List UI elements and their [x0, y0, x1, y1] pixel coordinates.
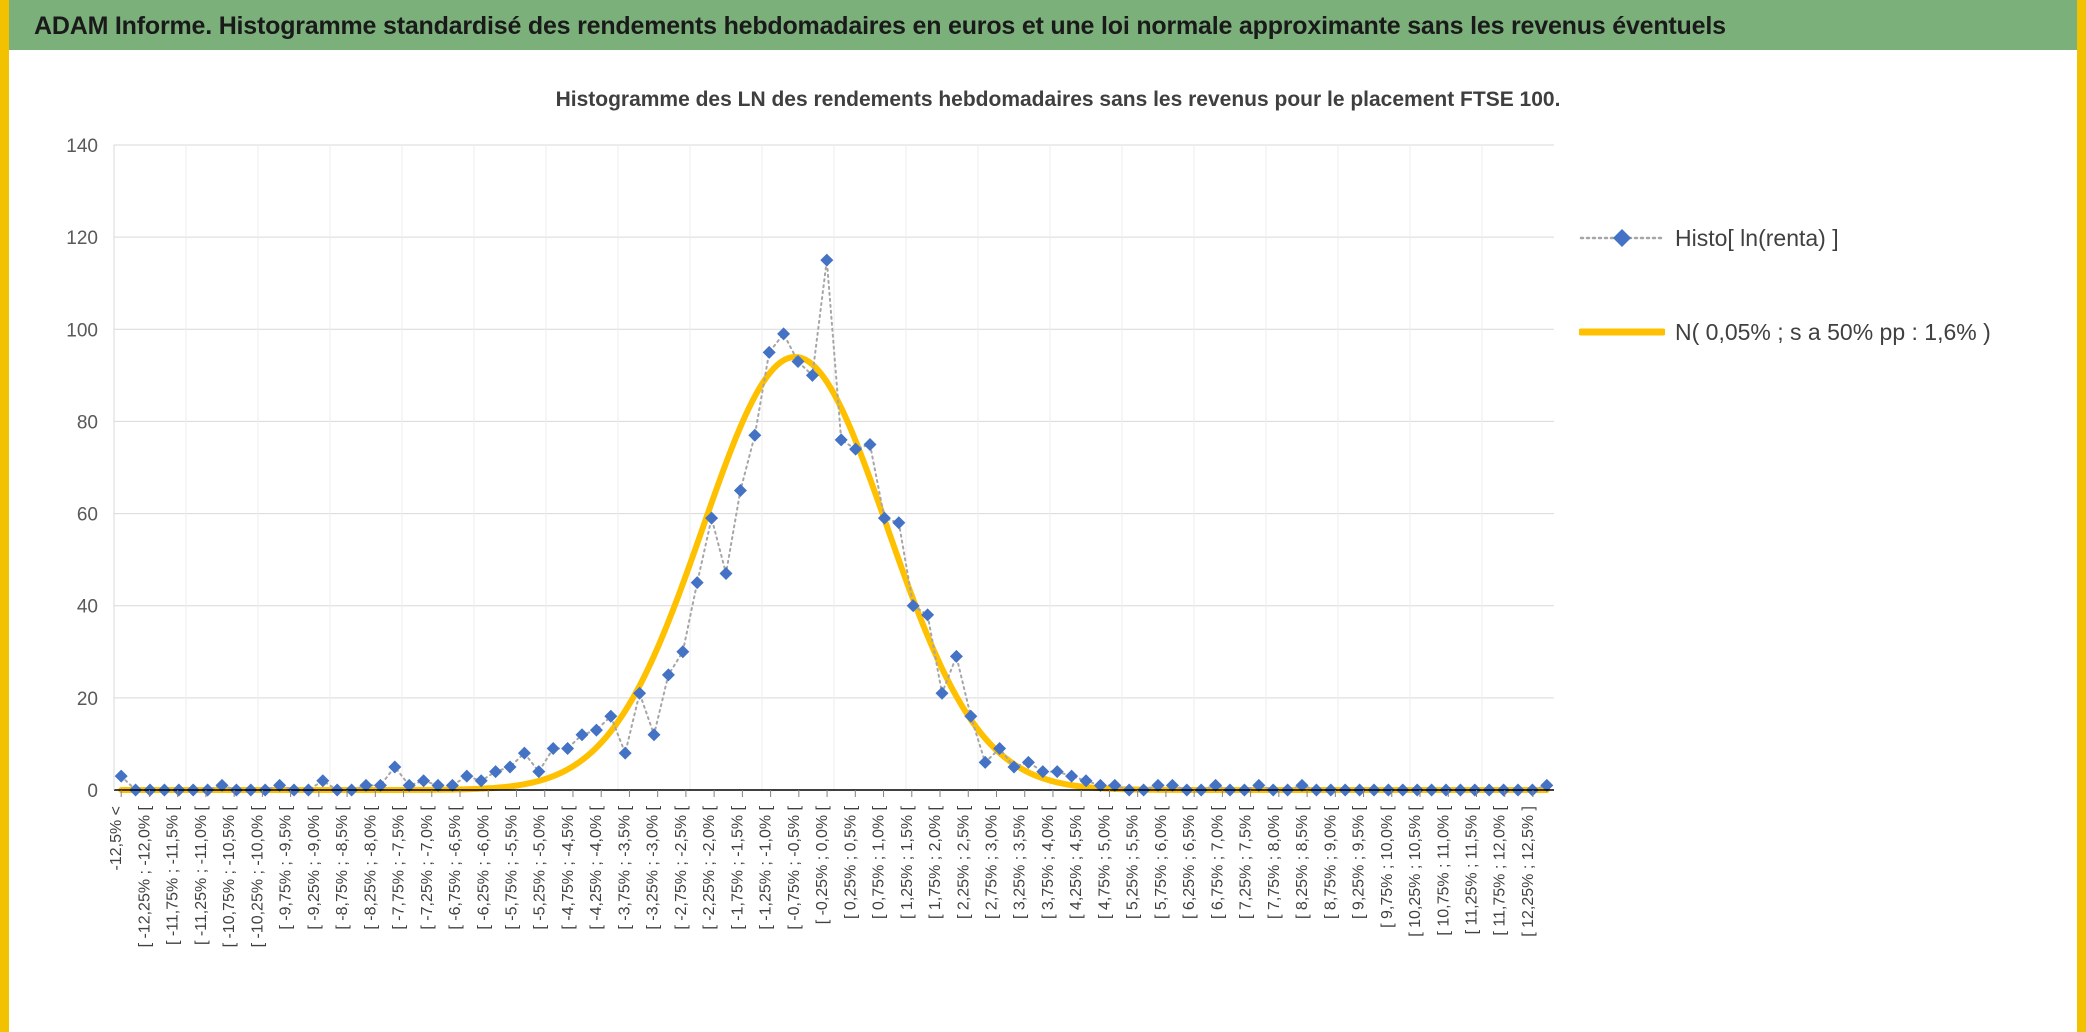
x-tick-label: [ -9,25% ; -9,0% [: [305, 806, 323, 930]
data-point-marker: [864, 438, 877, 451]
data-point-marker: [662, 668, 675, 681]
edge-strip-right: [2077, 50, 2086, 1032]
x-tick-label: [ -11,25% ; -11,0% [: [192, 806, 210, 946]
data-point-marker: [734, 484, 747, 497]
x-tick-label: [ 8,25% ; 8,5% [: [1294, 806, 1312, 919]
data-point-marker: [561, 742, 574, 755]
chart-plot: [9, 50, 2077, 1032]
x-tick-label: [ -4,25% ; -4,0% [: [588, 806, 606, 930]
x-tick-label: [ 5,75% ; 6,0% [: [1152, 806, 1170, 919]
x-tick-label: [ 2,25% ; 2,5% [: [955, 806, 973, 919]
y-tick-label: 120: [66, 228, 98, 250]
x-tick-label: [ -1,25% ; -1,0% [: [757, 806, 775, 930]
data-point-marker: [619, 747, 632, 760]
data-point-marker: [1051, 765, 1064, 778]
x-tick-label: [ -3,25% ; -3,0% [: [644, 806, 662, 930]
x-tick-label: [ -11,75% ; -11,5% [: [164, 806, 182, 946]
x-tick-label: [ -6,25% ; -6,0% [: [475, 806, 493, 930]
x-tick-label: [ 12,25% ; 12,5% ]: [1520, 806, 1537, 937]
y-tick-label: 40: [76, 596, 98, 618]
x-tick-label: [ -8,25% ; -8,0% [: [362, 806, 380, 930]
x-tick-label: [ -6,75% ; -6,5% [: [447, 806, 464, 930]
x-tick-label: [ -2,75% ; -2,5% [: [672, 806, 690, 930]
x-tick-label: [ -3,75% ; -3,5% [: [616, 806, 634, 930]
x-tick-label: [ 11,25% ; 11,5% [: [1463, 806, 1481, 935]
data-point-marker: [475, 774, 488, 787]
data-point-marker: [417, 774, 430, 787]
x-tick-label: [ 9,25% ; 9,5% [: [1350, 806, 1368, 919]
x-tick-label: [ -0,25% ; 0,0% [: [814, 806, 832, 925]
header-banner: [0, 0, 2086, 50]
x-tick-label: [ 4,25% ; 4,5% [: [1068, 806, 1086, 919]
data-point-marker: [388, 760, 401, 773]
edge-strip-top-right: [2077, 0, 2086, 50]
x-tick-label: [ -7,25% ; -7,0% [: [418, 806, 436, 930]
x-tick-label: [ -10,25% ; -10,0% [: [249, 806, 267, 948]
x-tick-label: [ -10,75% ; -10,5% [: [221, 806, 239, 948]
x-tick-label: [ 4,75% ; 5,0% [: [1096, 806, 1114, 919]
data-point-marker: [590, 724, 603, 737]
x-tick-label: [ 10,25% ; 10,5% [: [1407, 806, 1424, 937]
x-tick-label: [ -1,75% ; -1,5% [: [729, 806, 747, 930]
chart-title: Histogramme des LN des rendements hebdomadaires sans les revenus pour le placement FTSE 100.: [555, 88, 1561, 111]
legend-label-normal: N( 0,05% ; s a 50% pp : 1,6% ): [1675, 318, 1991, 345]
x-tick-label: [ 6,75% ; 7,0% [: [1209, 806, 1227, 919]
x-tick-label: [ 0,75% ; 1,0% [: [870, 806, 888, 919]
x-tick-label: [ 8,75% ; 9,0% [: [1322, 806, 1340, 919]
x-tick-label: [ -9,75% ; -9,5% [: [277, 806, 295, 930]
data-point-marker: [316, 774, 329, 787]
data-point-marker: [460, 770, 473, 783]
y-tick-label: 100: [66, 320, 98, 342]
legend-item-normal[interactable]: [1579, 304, 2039, 360]
y-axis-ticks: [66, 136, 98, 802]
x-tick-label: [ 10,75% ; 11,0% [: [1435, 806, 1453, 936]
legend-item-histogram[interactable]: [1579, 210, 2039, 266]
x-tick-label: [ -8,75% ; -8,5% [: [334, 806, 352, 930]
data-point-marker: [648, 728, 661, 741]
x-tick-label: [ -0,75% ; -0,5% [: [785, 806, 803, 930]
y-tick-label: 0: [87, 781, 98, 802]
y-tick-label: 80: [76, 412, 98, 434]
data-point-marker: [504, 760, 517, 773]
x-tick-label: [ -5,75% ; -5,5% [: [503, 806, 521, 930]
x-tick-label: [ 11,75% ; 12,0% [: [1491, 806, 1509, 936]
data-point-marker: [691, 576, 704, 589]
legend-marker-line: [1579, 319, 1665, 345]
x-tick-label: [ 7,75% ; 8,0% [: [1265, 806, 1283, 919]
data-point-marker: [547, 742, 560, 755]
data-point-marker: [489, 765, 502, 778]
data-point-marker: [1065, 770, 1078, 783]
data-point-marker: [950, 650, 963, 663]
y-tick-label: 60: [76, 504, 98, 526]
data-point-marker: [532, 765, 545, 778]
data-point-marker: [676, 645, 689, 658]
legend-marker-diamond-dotted: [1579, 225, 1665, 251]
data-point-marker: [892, 516, 905, 529]
x-tick-label: [ -2,25% ; -2,0% [: [701, 806, 719, 930]
chart-legend: [1579, 210, 2039, 360]
x-tick-label: [ -7,75% ; -7,5% [: [390, 806, 408, 930]
x-tick-label: [ 6,25% ; 6,5% [: [1181, 806, 1199, 919]
x-tick-label: [ 3,25% ; 3,5% [: [1011, 806, 1029, 919]
x-tick-label: [ 7,25% ; 7,5% [: [1237, 806, 1255, 919]
x-tick-label: -12,5% <: [108, 806, 126, 871]
data-point-marker: [763, 346, 776, 359]
x-tick-label: [ 9,75% ; 10,0% [: [1378, 806, 1396, 928]
x-tick-label: [ 3,75% ; 4,0% [: [1040, 806, 1057, 919]
page-title: ADAM Informe. Histogramme standardisé des rendements hebdomadaires en euros et une loi normale approximante sans les revenus éventuels: [34, 12, 1726, 40]
edge-strip-left: [0, 50, 9, 1032]
x-tick-label: [ -12,25% ; -12,0% [: [136, 806, 154, 948]
data-point-marker: [820, 254, 833, 267]
data-point-marker: [748, 429, 761, 442]
legend-label-histogram: Histo[ ln(renta) ]: [1675, 224, 1839, 251]
y-tick-label: 20: [76, 688, 98, 710]
gridlines: [114, 145, 1554, 790]
chart-container: [9, 50, 2077, 1032]
x-tick-label: [ -4,75% ; -4,5% [: [560, 806, 577, 930]
data-point-marker: [720, 567, 733, 580]
edge-strip-top-left: [0, 0, 9, 50]
x-tick-label: [ -5,25% ; -5,0% [: [531, 806, 549, 930]
x-axis-ticks: [108, 805, 1537, 947]
data-point-marker: [835, 433, 848, 446]
x-tick-label: [ 0,25% ; 0,5% [: [842, 806, 860, 919]
x-tick-label: [ 2,75% ; 3,0% [: [983, 806, 1001, 919]
y-tick-label: 140: [66, 136, 98, 157]
x-tick-label: [ 5,25% ; 5,5% [: [1124, 806, 1142, 919]
x-tick-label: [ 1,75% ; 2,0% [: [927, 806, 944, 919]
x-tick-label: [ 1,25% ; 1,5% [: [898, 806, 916, 919]
